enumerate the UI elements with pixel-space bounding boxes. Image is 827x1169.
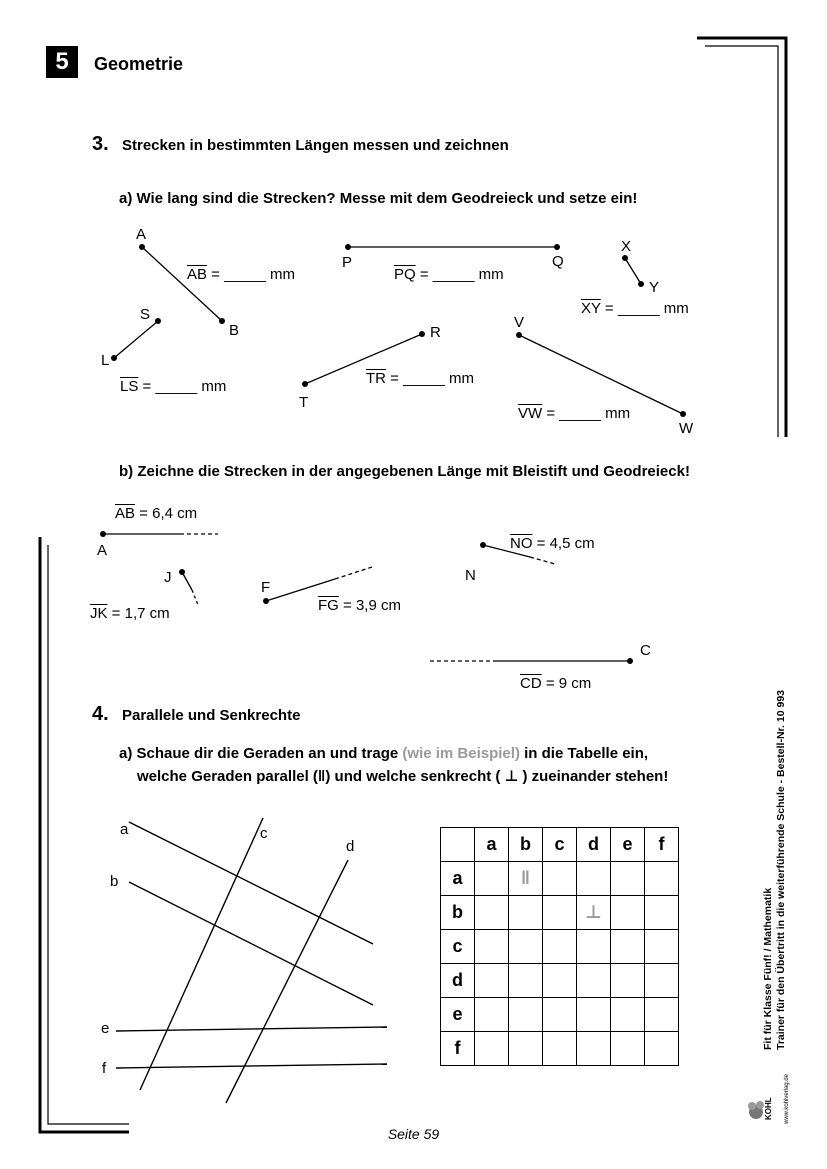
column-header: a — [475, 828, 509, 862]
table-cell[interactable] — [543, 862, 577, 896]
line-label: f — [102, 1060, 107, 1077]
length-field-ls[interactable]: $\overline{LS}$ = _____ mm — [120, 378, 227, 395]
section-3-number: 3. — [92, 133, 109, 155]
chapter-number-badge: 5 — [46, 46, 78, 78]
table-cell[interactable] — [509, 998, 543, 1032]
table-cell[interactable] — [611, 998, 645, 1032]
point-label: S — [140, 306, 151, 323]
table-cell-example-parallel[interactable]: ‖ — [509, 862, 543, 896]
table-cell[interactable] — [475, 998, 509, 1032]
segment-ab — [142, 247, 222, 321]
table-cell[interactable] — [577, 862, 611, 896]
table-cell[interactable] — [645, 896, 679, 930]
column-header: e — [611, 828, 645, 862]
point-label: Y — [649, 279, 660, 296]
task-3b-prompt: b) Zeichne die Strecken in der angegebenen Länge mit Bleistift und Geodreieck! — [119, 463, 690, 480]
relation-table — [440, 827, 679, 1066]
table-cell[interactable] — [577, 964, 611, 998]
section-3-title: Strecken in bestimmten Längen messen und zeichnen — [122, 137, 509, 154]
row-header: a — [441, 862, 475, 896]
table-cell[interactable] — [543, 964, 577, 998]
table-cell[interactable] — [645, 862, 679, 896]
table-cell[interactable] — [543, 998, 577, 1032]
table-cell[interactable] — [543, 1032, 577, 1066]
point-label: W — [679, 420, 694, 437]
row-header: d — [441, 964, 475, 998]
row-header: f — [441, 1032, 475, 1066]
line-label: d — [346, 838, 355, 855]
task-4a-prompt-line2: welche Geraden parallel (‖) und welche senkrecht ( ⊥ ) zueinander stehen! — [137, 768, 669, 785]
line-e — [116, 1027, 387, 1031]
line-label: e — [101, 1020, 110, 1037]
point-label: T — [299, 394, 309, 411]
given-length-fg: $\overline{FG} = 3,9$ cm — [318, 597, 401, 614]
table-cell[interactable] — [475, 964, 509, 998]
table-row — [441, 930, 679, 964]
point-label: A — [136, 226, 147, 243]
table-cell[interactable] — [509, 896, 543, 930]
table-cell[interactable] — [611, 1032, 645, 1066]
sidebar-line-1: Fit für Klasse Fünf! / Mathematik — [762, 887, 774, 1050]
point-label: B — [229, 322, 240, 339]
given-length-jk: $\overline{JK} = 1,7$ cm — [90, 605, 170, 622]
line-label: a — [120, 821, 129, 838]
task-3a-prompt: a) Wie lang sind die Strecken? Messe mit dem Geodreieck und setze ein! — [119, 190, 638, 207]
given-length-ab: $\overline{AB} = 6,4$ cm — [115, 505, 198, 522]
publisher-logo — [746, 1060, 794, 1124]
line-b — [129, 882, 373, 1005]
row-header: e — [441, 998, 475, 1032]
table-cell[interactable] — [645, 998, 679, 1032]
table-cell[interactable] — [509, 1032, 543, 1066]
row-header: c — [441, 930, 475, 964]
task-4a-prompt-line1: a) Schaue dir die Geraden an und trage (wie im Beispiel) in die Tabelle ein, — [119, 745, 649, 762]
given-length-no: $\overline{NO} = 4,5$ cm — [510, 535, 595, 552]
length-field-xy[interactable]: $\overline{XY}$ = _____ mm — [581, 300, 689, 317]
table-cell[interactable] — [645, 930, 679, 964]
length-field-tr[interactable]: $\overline{TR}$ = _____ mm — [366, 370, 474, 387]
lines-4a — [116, 818, 387, 1103]
column-header: c — [543, 828, 577, 862]
point-label: X — [621, 238, 632, 255]
segment-ls — [114, 321, 158, 358]
table-cell[interactable] — [611, 930, 645, 964]
line-label: b — [110, 873, 119, 890]
point-label: N — [465, 567, 476, 584]
table-cell[interactable] — [543, 930, 577, 964]
column-header: d — [577, 828, 611, 862]
section-4-number: 4. — [92, 703, 109, 725]
length-field-ab[interactable]: $\overline{AB}$ = _____ mm — [187, 266, 295, 283]
table-cell[interactable] — [577, 1032, 611, 1066]
publisher-url: www.kohlverlag.de — [784, 1073, 790, 1124]
column-header: b — [509, 828, 543, 862]
page-number: Seite 59 — [387, 1126, 440, 1142]
table-row — [441, 862, 679, 896]
table-corner-cell — [441, 828, 475, 862]
section-4-title: Parallele und Senkrechte — [122, 707, 301, 724]
sidebar-credits — [762, 690, 788, 1050]
given-length-cd: $\overline{CD} = 9$ cm — [520, 675, 592, 692]
table-cell[interactable] — [577, 998, 611, 1032]
line-label: c — [260, 825, 268, 842]
row-header: b — [441, 896, 475, 930]
table-row — [441, 964, 679, 998]
table-cell[interactable] — [475, 896, 509, 930]
segment-jk-start — [182, 572, 192, 590]
point-label: A — [97, 542, 108, 559]
point-label: V — [514, 314, 525, 331]
table-cell[interactable] — [475, 1032, 509, 1066]
table-cell[interactable] — [475, 862, 509, 896]
table-cell[interactable] — [509, 964, 543, 998]
table-row — [441, 896, 679, 930]
publisher-name: KOHL — [764, 1097, 773, 1120]
table-cell[interactable] — [509, 930, 543, 964]
point-label: L — [101, 352, 110, 369]
point-label: J — [164, 569, 172, 586]
table-cell-example-perpendicular[interactable]: ⊥ — [577, 896, 611, 930]
point-label: P — [342, 254, 353, 271]
table-cell[interactable] — [611, 862, 645, 896]
table-cell[interactable] — [611, 964, 645, 998]
segment-xy — [625, 258, 641, 284]
table-header-row — [441, 828, 679, 862]
table-cell[interactable] — [611, 896, 645, 930]
length-field-pq[interactable]: $\overline{PQ}$ = _____ mm — [394, 266, 504, 283]
length-field-vw[interactable]: $\overline{VW}$ = _____ mm — [518, 405, 631, 422]
frame-top-right — [697, 38, 786, 437]
sidebar-line-2: Trainer für den Übertritt in die weiterführende Schule - Bestell-Nr. 10 993 — [775, 689, 787, 1050]
chapter-title: Geometrie — [94, 54, 184, 74]
line-f — [116, 1064, 387, 1068]
table-row — [441, 998, 679, 1032]
frame-bottom-left — [40, 537, 129, 1132]
segment-vw — [519, 335, 683, 414]
table-row — [441, 1032, 679, 1066]
point-label: R — [430, 324, 441, 341]
table-cell[interactable] — [475, 930, 509, 964]
table-cell[interactable] — [543, 896, 577, 930]
table-cell[interactable] — [645, 964, 679, 998]
table-cell[interactable] — [645, 1032, 679, 1066]
point-label: Q — [552, 253, 564, 270]
table-cell[interactable] — [577, 930, 611, 964]
point-label: C — [640, 642, 651, 659]
point-label: F — [261, 579, 271, 596]
column-header: f — [645, 828, 679, 862]
